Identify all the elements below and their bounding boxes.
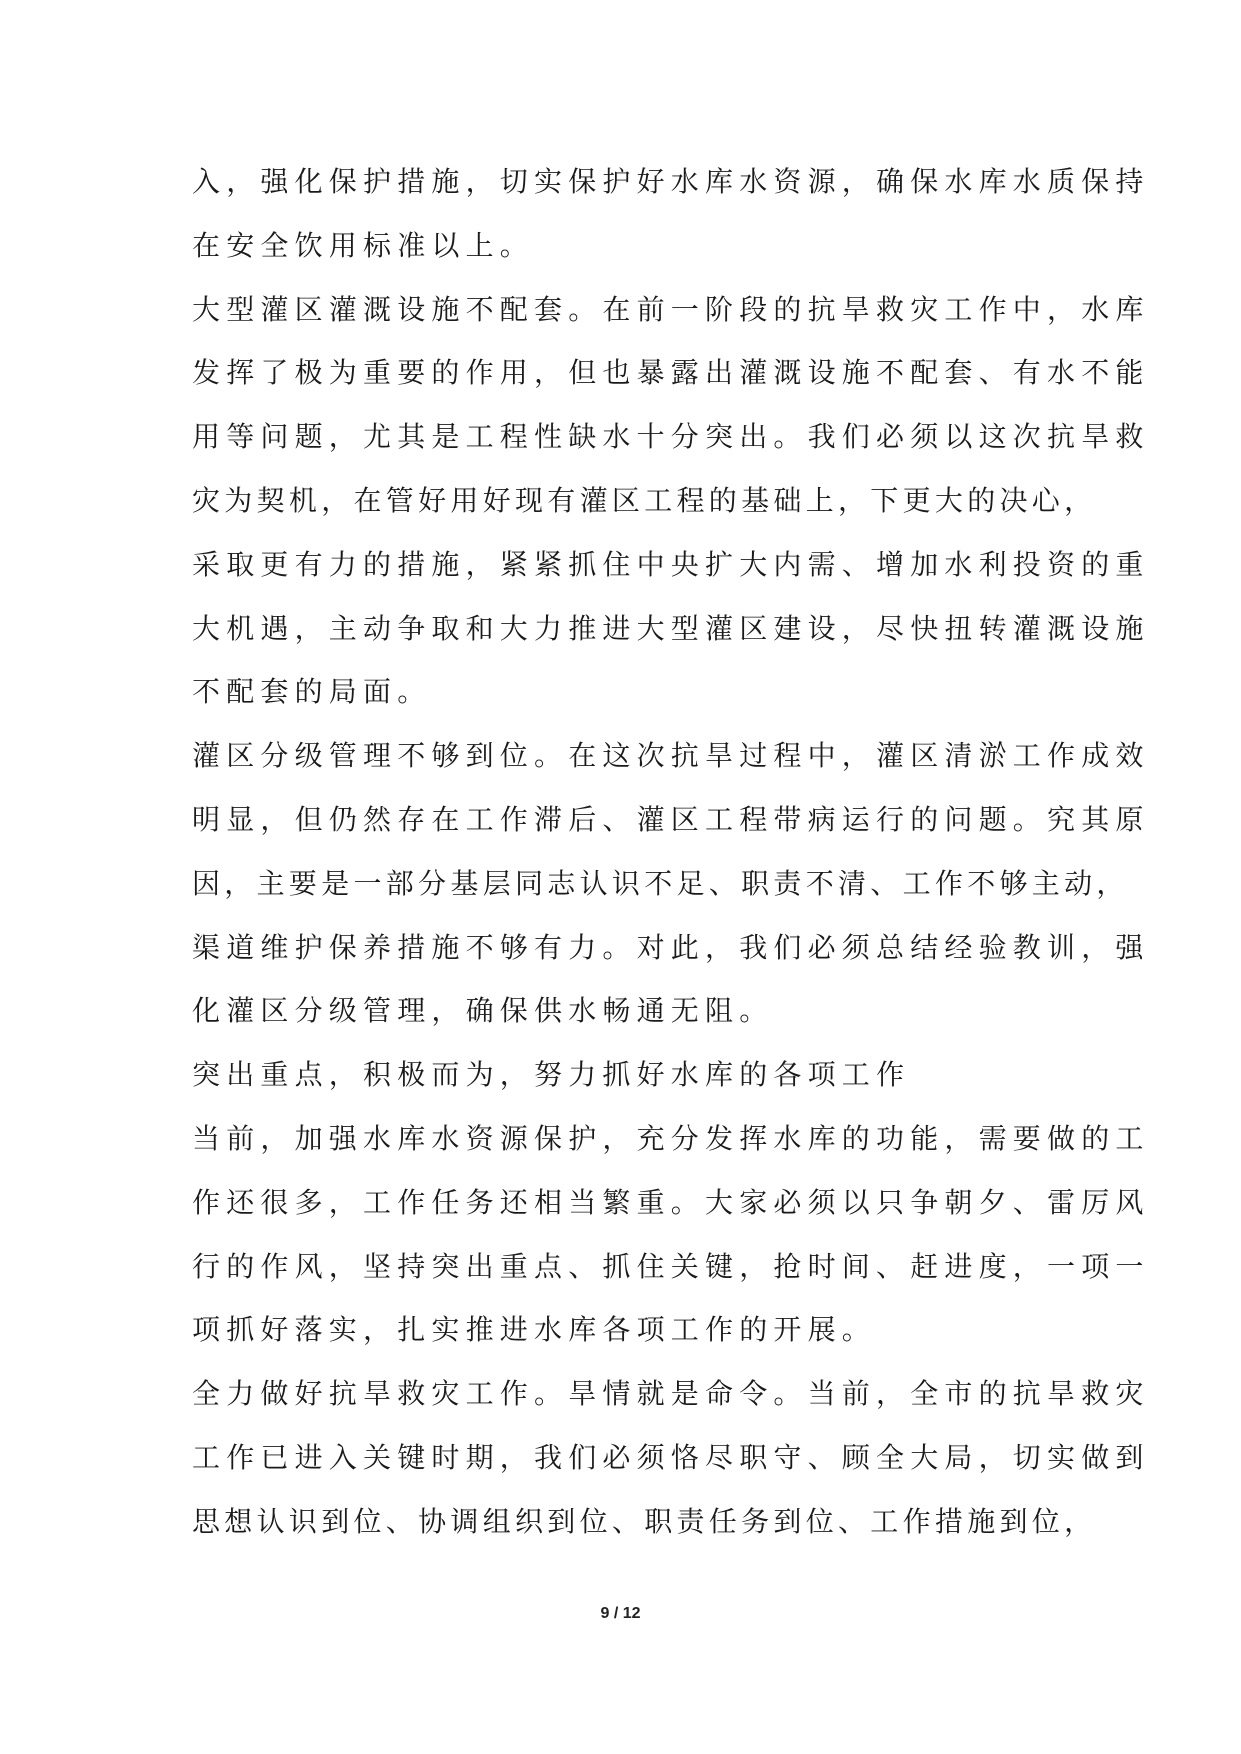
text-line: 因，主要是一部分基层同志认识不足、职责不清、工作不够主动， — [192, 866, 1129, 900]
text-line: 化灌区分级管理，确保供水畅通无阻。 — [192, 994, 774, 1028]
text-line: 行的作风，坚持突出重点、抓住关键，抢时间、赶进度，一项一 — [192, 1249, 1150, 1283]
document-body — [192, 150, 1150, 1554]
text-line: 工作已进入关键时期，我们必须恪尽职守、顾全大局，切实做到 — [192, 1440, 1150, 1474]
text-line: 发挥了极为重要的作用，但也暴露出灌溉设施不配套、有水不能 — [192, 356, 1150, 390]
text-line: 思想认识到位、协调组织到位、职责任务到位、工作措施到位， — [192, 1504, 1097, 1538]
text-line: 灾为契机，在管好用好现有灌区工程的基础上，下更大的决心， — [192, 483, 1097, 517]
section-heading: 突出重点，积极而为，努力抓好水库的各项工作 — [192, 1058, 911, 1092]
text-line: 用等问题，尤其是工程性缺水十分突出。我们必须以这次抗旱救 — [192, 420, 1150, 454]
text-line: 渠道维护保养措施不够有力。对此，我们必须总结经验教训，强 — [192, 930, 1150, 964]
text-line: 不配套的局面。 — [192, 675, 432, 709]
text-line: 采取更有力的措施，紧紧抓住中央扩大内需、增加水利投资的重 — [192, 547, 1150, 581]
text-line: 在安全饮用标准以上。 — [192, 228, 535, 262]
text-line: 当前，加强水库水资源保护，充分发挥水库的功能，需要做的工 — [192, 1121, 1150, 1155]
text-line: 明显，但仍然存在工作滞后、灌区工程带病运行的问题。究其原 — [192, 802, 1150, 836]
text-line: 作还很多，工作任务还相当繁重。大家必须以只争朝夕、雷厉风 — [192, 1185, 1150, 1219]
text-line: 全力做好抗旱救灾工作。旱情就是命令。当前，全市的抗旱救灾 — [192, 1377, 1150, 1411]
page-number: 9 / 12 — [600, 1605, 641, 1622]
text-line: 大机遇，主动争取和大力推进大型灌区建设，尽快扭转灌溉设施 — [192, 611, 1150, 645]
text-line: 大型灌区灌溉设施不配套。在前一阶段的抗旱救灾工作中，水库 — [192, 292, 1150, 326]
text-line: 项抓好落实，扎实推进水库各项工作的开展。 — [192, 1313, 877, 1347]
text-line: 入，强化保护措施，切实保护好水库水资源，确保水库水质保持 — [192, 165, 1150, 198]
text-line: 灌区分级管理不够到位。在这次抗旱过程中，灌区清淤工作成效 — [192, 739, 1150, 773]
